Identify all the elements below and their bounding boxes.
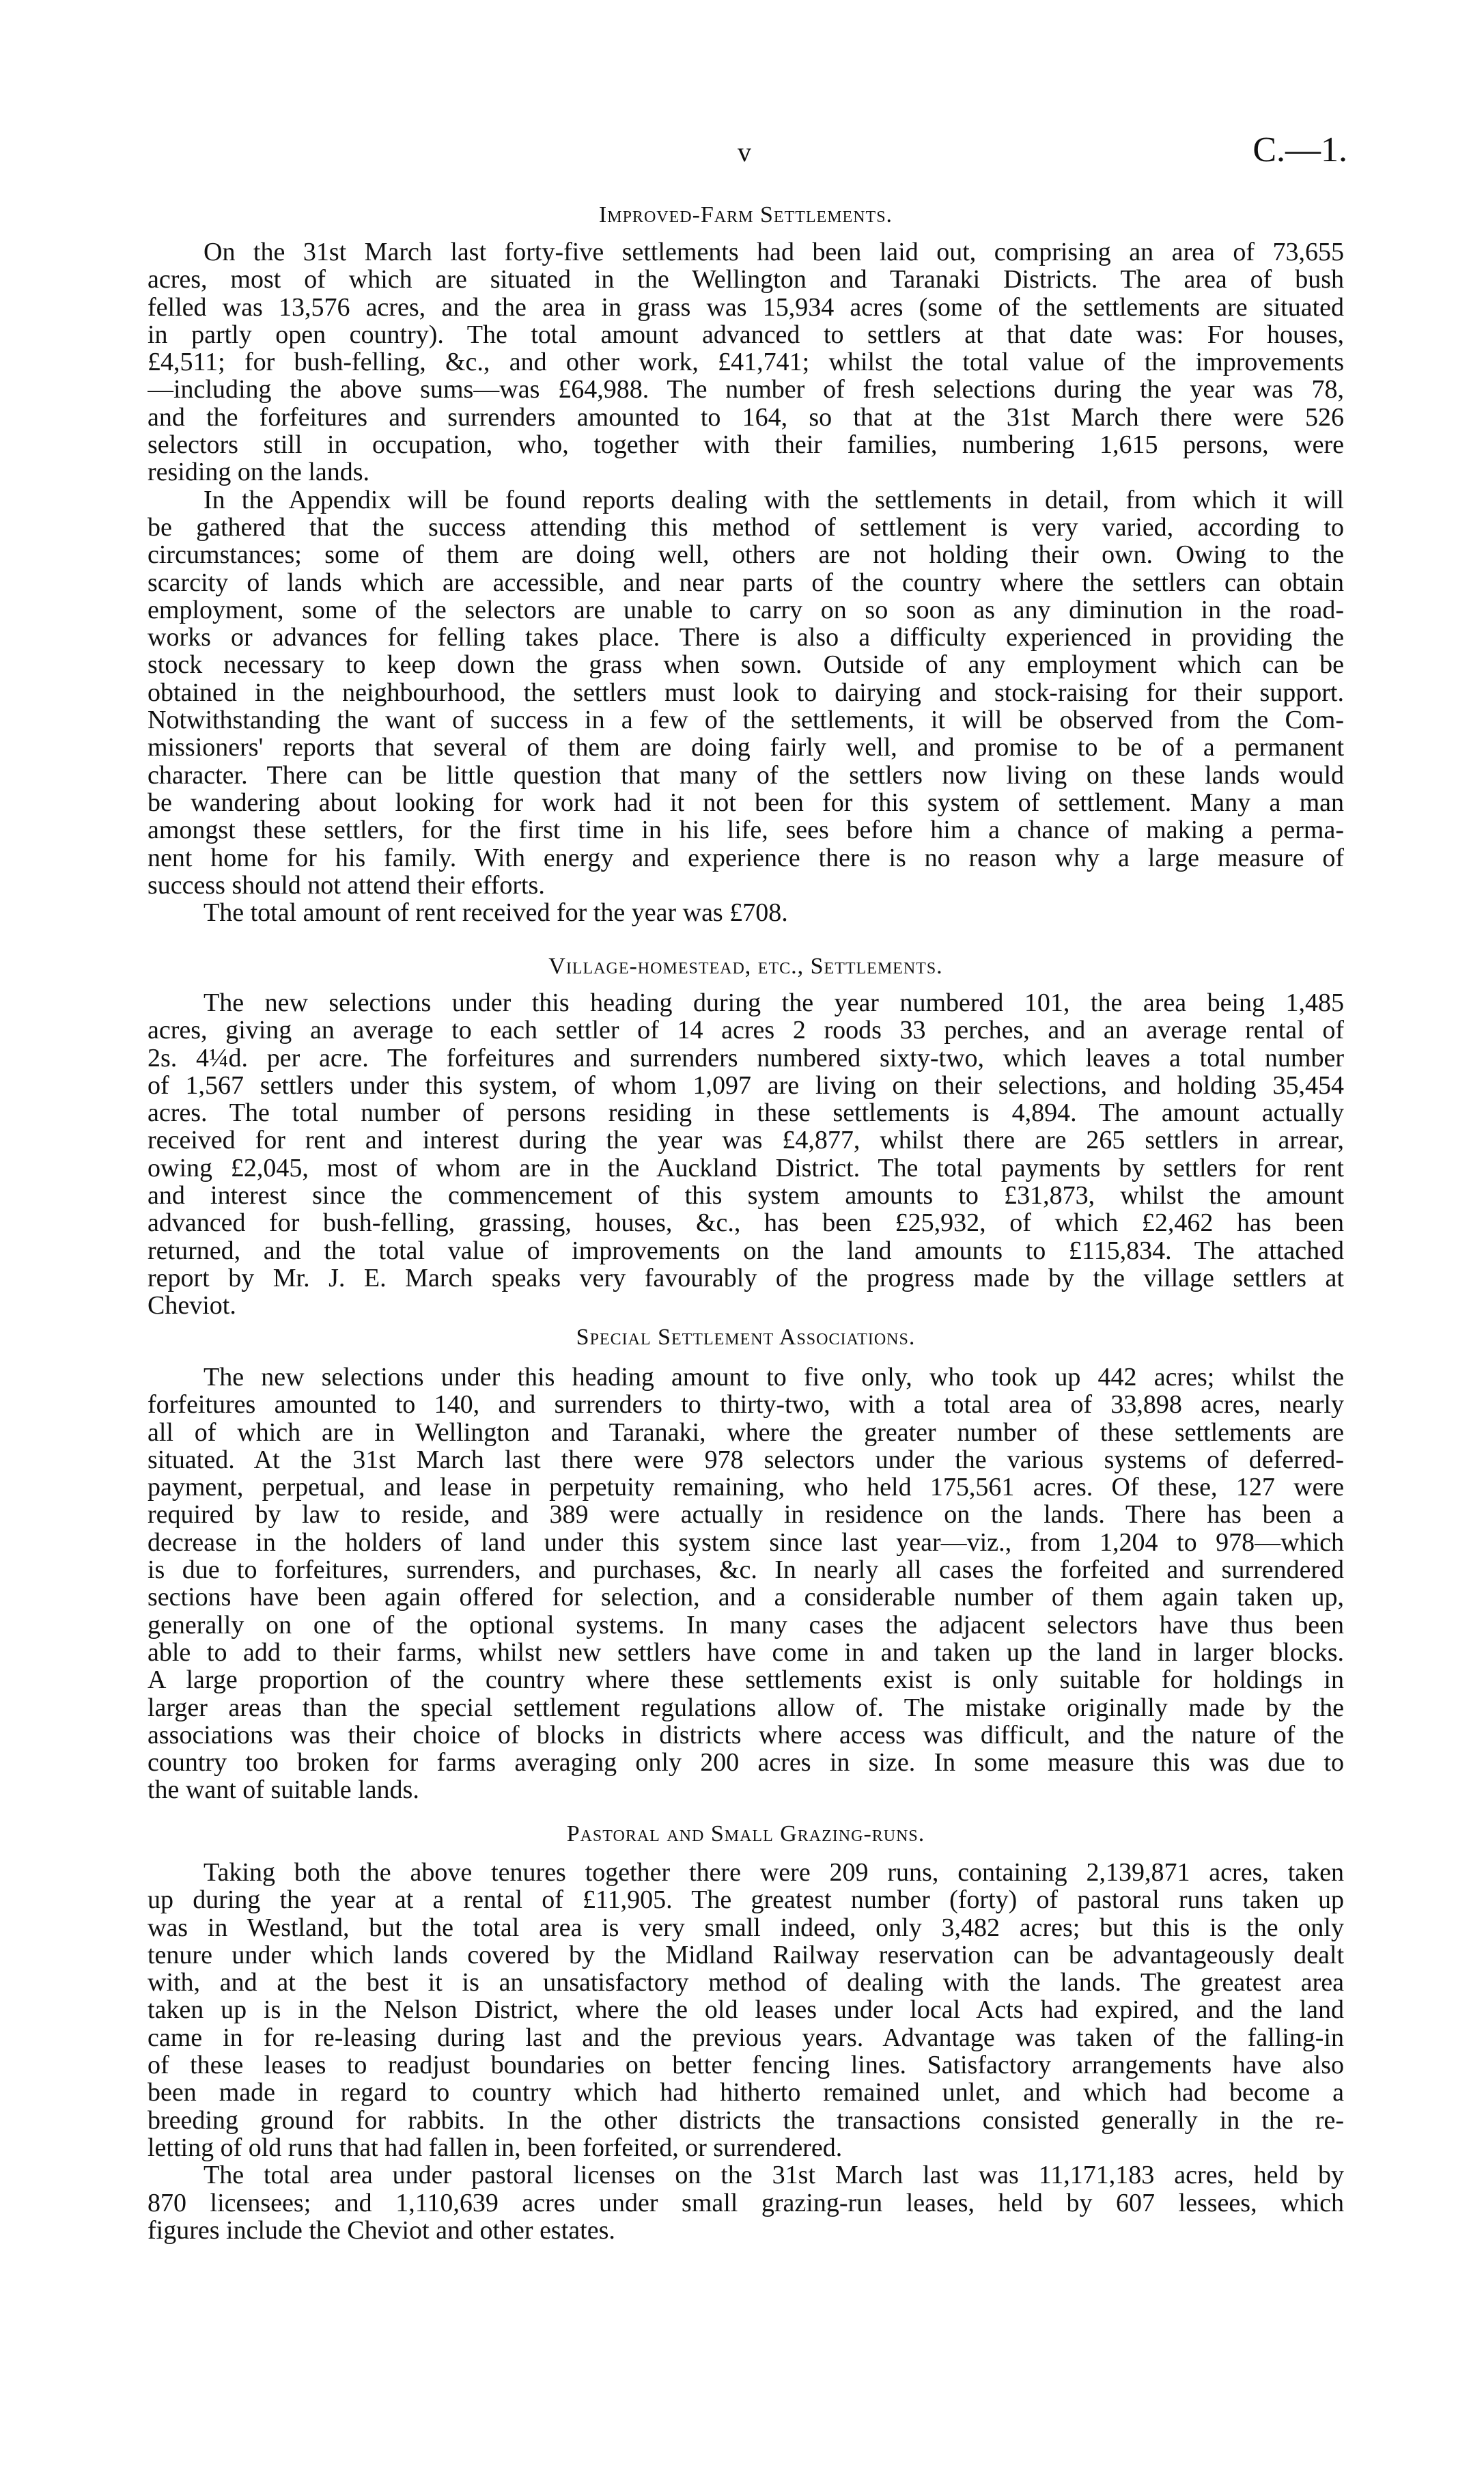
paragraph-line: Cheviot.: [148, 1292, 236, 1320]
paragraph-line: country too broken for farms averaging only 200 acres in size. In some measure this was due to: [148, 1749, 1344, 1777]
paragraph-line: forfeitures amounted to 140, and surrenders to thirty-two, with a total area of 33,898 acres, nearly: [148, 1391, 1344, 1419]
paragraph-line: letting of old runs that had fallen in, been forfeited, or surrendered.: [148, 2133, 843, 2162]
paragraph-line: —including the above sums—was £64,988. The number of fresh selections during the year was 78,: [148, 376, 1344, 404]
paragraph-line: Taking both the above tenures together there were 209 runs, containing 2,139,871 acres, taken: [204, 1859, 1344, 1887]
section-heading-pastoral: Pastoral and Small Grazing-runs.: [566, 1821, 925, 1846]
paragraph-line: The total area under pastoral licenses on the 31st March last was 11,171,183 acres, held by: [204, 2161, 1344, 2189]
paragraph-line: taken up is in the Nelson District, where the old leases under local Acts had expired, and the land: [148, 1996, 1344, 2024]
paragraph-line: came in for re-leasing during last and the previous years. Advantage was taken of the falling-in: [148, 2023, 1344, 2052]
paragraph-line: residing on the lands.: [148, 458, 370, 486]
paragraph-line: breeding ground for rabbits. In the other districts the transactions consisted generally in the re-: [148, 2106, 1344, 2134]
paragraph-line: payment, perpetual, and lease in perpetuity remaining, who held 175,561 acres. Of these, 127 were: [148, 1473, 1344, 1502]
paragraph-line: returned, and the total value of improvements on the land amounts to £115,834. The attached: [148, 1236, 1344, 1264]
paragraph-line: required by law to reside, and 389 were actually in residence on the lands. There has been a: [148, 1501, 1344, 1529]
section-body-special-settlement: [148, 1364, 1344, 1804]
section-body-village-homestead: [148, 989, 1344, 1320]
paragraph-line: of 1,567 settlers under this system, of whom 1,097 are living on their selections, and holding 35,454: [148, 1071, 1344, 1100]
paragraph-line: generally on one of the optional systems. In many cases the adjacent selectors have thus been: [148, 1611, 1344, 1639]
paragraph-line: £4,511; for bush-felling, &c., and other work, £41,741; whilst the total value of the improvements: [148, 348, 1344, 376]
document-reference: C.—1.: [1252, 130, 1347, 169]
paragraph-line: all of which are in Wellington and Taranaki, where the greater number of these settlements are: [148, 1418, 1344, 1446]
paragraph-line: in partly open country). The total amount advanced to settlers at that date was: For houses,: [148, 320, 1344, 349]
section-heading-village-homestead: Village-homestead, etc., Settlements.: [548, 954, 943, 979]
paragraph-line: nent home for his family. With energy and experience there is no reason why a large measure of: [148, 844, 1344, 872]
paragraph-line: up during the year at a rental of £11,905. The greatest number (forty) of pastoral runs taken up: [148, 1886, 1344, 1914]
paragraph-line: employment, some of the selectors are unable to carry on so soon as any diminution in the road-: [148, 596, 1344, 624]
paragraph-line: owing £2,045, most of whom are in the Auckland District. The total payments by settlers for rent: [148, 1154, 1344, 1182]
paragraph-line: report by Mr. J. E. March speaks very favourably of the progress made by the village settlers at: [148, 1264, 1344, 1292]
paragraph-line: 870 licensees; and 1,110,639 acres under small grazing-run leases, held by 607 lessees, which: [148, 2189, 1344, 2217]
paragraph-line: of these leases to readjust boundaries on better fencing lines. Satisfactory arrangements have also: [148, 2051, 1344, 2079]
paragraph-line: A large proportion of the country where these settlements exist is only suitable for holdings in: [148, 1666, 1344, 1694]
paragraph-line: with, and at the best it is an unsatisfactory method of dealing with the lands. The greatest area: [148, 1969, 1344, 1997]
paragraph-line: works or advances for felling takes place. There is also a difficulty experienced in providing the: [148, 624, 1344, 652]
paragraph-line: circumstances; some of them are doing well, others are not holding their own. Owing to the: [148, 541, 1344, 569]
paragraph-line: advanced for bush-felling, grassing, houses, &c., has been £25,932, of which £2,462 has been: [148, 1209, 1344, 1237]
section-heading-special-settlement: Special Settlement Associations.: [576, 1325, 916, 1350]
paragraph-line: associations was their choice of blocks in districts where access was difficult, and the nature of the: [148, 1721, 1344, 1749]
paragraph-line: scarcity of lands which are accessible, and near parts of the country where the settlers can obtain: [148, 568, 1344, 596]
paragraph-line: amongst these settlers, for the first time in his life, sees before him a chance of making a perma-: [148, 816, 1344, 844]
paragraph-line: acres, giving an average to each settler of 14 acres 2 roods 33 perches, and an average rental of: [148, 1016, 1344, 1044]
paragraph-line: acres. The total number of persons residing in these settlements is 4,894. The amount actually: [148, 1099, 1344, 1127]
paragraph-line: the want of suitable lands.: [148, 1776, 419, 1804]
paragraph-line: missioners' reports that several of them are doing fairly well, and promise to be of a permanent: [148, 734, 1344, 762]
paragraph-line: The new selections under this heading during the year numbered 101, the area being 1,485: [204, 989, 1344, 1017]
paragraph-line: character. There can be little question that many of the settlers now living on these lands would: [148, 761, 1344, 789]
paragraph-line: success should not attend their efforts.: [148, 871, 545, 900]
paragraph-line: is due to forfeitures, surrenders, and purchases, &c. In nearly all cases the forfeited and surrendered: [148, 1556, 1344, 1584]
page-number: v: [738, 137, 751, 167]
paragraph-line: be gathered that the success attending this method of settlement is very varied, according to: [148, 513, 1344, 542]
paragraph-line: The new selections under this heading amount to five only, who took up 442 acres; whilst the: [204, 1364, 1344, 1392]
paragraph-line: received for rent and interest during the year was £4,877, whilst there are 265 settlers in arrear,: [148, 1126, 1344, 1154]
paragraph-line: 2s. 4¼d. per acre. The forfeitures and surrenders numbered sixty-two, which leaves a total number: [148, 1044, 1344, 1072]
paragraph-line: larger areas than the special settlement regulations allow of. The mistake originally made by the: [148, 1693, 1344, 1721]
paragraph-line: obtained in the neighbourhood, the settlers must look to dairying and stock-raising for their support.: [148, 678, 1344, 707]
paragraph-line: decrease in the holders of land under this system since last year—viz., from 1,204 to 978—which: [148, 1528, 1344, 1557]
paragraph-line: acres, most of which are situated in the Wellington and Taranaki Districts. The area of bush: [148, 266, 1344, 294]
paragraph-line: stock necessary to keep down the grass when sown. Outside of any employment which can be: [148, 651, 1344, 679]
paragraph-line: felled was 13,576 acres, and the area in grass was 15,934 acres (some of the settlements are situated: [148, 293, 1344, 321]
paragraph-line: and interest since the commencement of this system amounts to £31,873, whilst the amount: [148, 1182, 1344, 1210]
paragraph-line: sections have been again offered for selection, and a considerable number of them again taken up,: [148, 1583, 1344, 1611]
section-body-improved-farm: [148, 238, 1344, 926]
paragraph-line: be wandering about looking for work had it not been for this system of settlement. Many a man: [148, 788, 1344, 817]
paragraph-line: was in Westland, but the total area is very small indeed, only 3,482 acres; but this is the only: [148, 1913, 1344, 1941]
paragraph-line: Notwithstanding the want of success in a few of the settlements, it will be observed from the Com-: [148, 706, 1344, 734]
paragraph-line: selectors still in occupation, who, together with their families, numbering 1,615 persons, were: [148, 431, 1344, 459]
paragraph-line: been made in regard to country which had hitherto remained unlet, and which had become a: [148, 2079, 1344, 2107]
section-heading-improved-farm: Improved-Farm Settlements.: [598, 202, 893, 227]
paragraph-line: and the forfeitures and surrenders amounted to 164, so that at the 31st March there were 526: [148, 403, 1344, 432]
paragraph-line: able to add to their farms, whilst new settlers have come in and taken up the land in larger blocks.: [148, 1638, 1344, 1667]
paragraph-line: In the Appendix will be found reports dealing with the settlements in detail, from which it will: [204, 486, 1344, 514]
section-body-pastoral: [148, 1859, 1344, 2244]
paragraph-line: On the 31st March last forty-five settlements had been laid out, comprising an area of 73,655: [204, 238, 1344, 266]
paragraph-line: figures include the Cheviot and other estates.: [148, 2216, 615, 2245]
paragraph-line: The total amount of rent received for the year was £708.: [204, 899, 788, 927]
paragraph-line: tenure under which lands covered by the Midland Railway reservation can be advantageously dealt: [148, 1941, 1344, 1969]
paragraph-line: situated. At the 31st March last there were 978 selectors under the various systems of deferred-: [148, 1445, 1344, 1474]
